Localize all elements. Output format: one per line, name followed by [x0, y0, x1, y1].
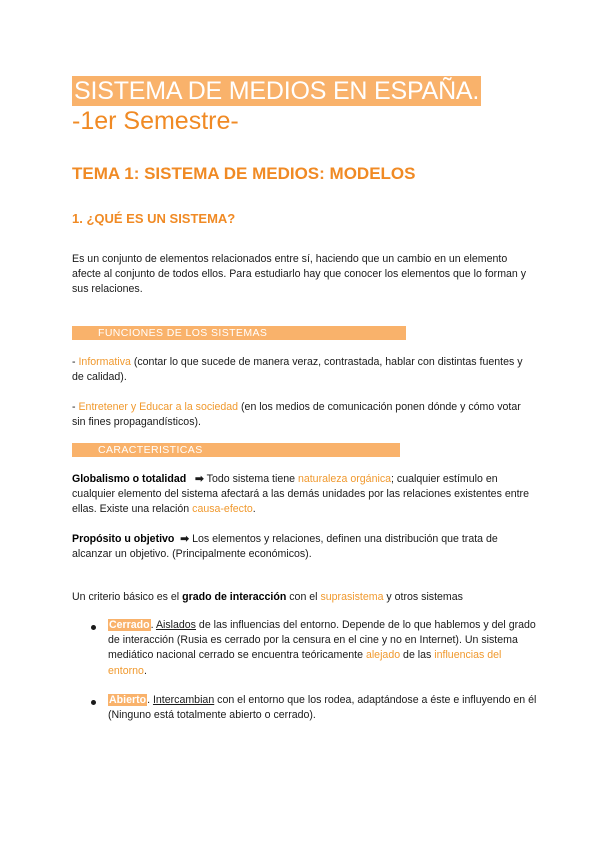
term-naturaleza-organica: naturaleza orgánica — [297, 473, 392, 485]
proposito-text: Los elementos y relaciones, definen una distribución que trata de alcanzar un objetivo. (Principalmente económicos). — [72, 533, 498, 561]
term-grado-interaccion: grado de interacción — [182, 591, 287, 603]
arrow-right-icon: ➡ — [195, 473, 204, 485]
globalismo-t3: . — [252, 503, 256, 516]
criterio-t2: con el — [286, 591, 321, 603]
term-abierto: Abierto — [109, 694, 147, 706]
abierto-t2: con el entorno que los rodea, adaptándose a éste e influyendo en él (Ninguno está totalmente abierto o cerrado). — [108, 694, 537, 722]
funcion-entretener — [72, 400, 532, 430]
abierto-t1: . — [147, 694, 153, 706]
criterio-paragraph — [72, 590, 532, 605]
cerrado-t2: de las influencias del entorno. Depende de lo que hablemos y del grado de interacción (Rusia es cerrado por la censura en el cine y no en Internet). Un sistema mediático nacional cerrado se encuentra teóricamente — [108, 619, 536, 662]
bullet-icon — [91, 700, 96, 705]
term-informativa: Informativa — [78, 356, 131, 368]
globalismo-t1: Todo sistema tiene — [203, 473, 298, 485]
term-proposito: Propósito u objetivo — [72, 533, 175, 545]
term-alejado: alejado — [365, 649, 401, 662]
funcion-informativa — [72, 355, 532, 385]
section-heading-que-es: 1. ¿QUÉ ES UN SISTEMA? — [72, 211, 236, 226]
globalismo-paragraph — [72, 472, 532, 518]
term-entretener: Entretener y Educar a la sociedad — [78, 401, 239, 413]
term-influencias-entorno: influencias del entorno — [108, 649, 502, 677]
tema-heading: TEMA 1: SISTEMA DE MEDIOS: MODELOS — [72, 164, 416, 183]
entretener-text: (en los medios de comunicación ponen dónde y cómo votar sin fines propagandísticos). — [72, 401, 521, 429]
informativa-text: (contar lo que sucede de manera veraz, contrastada, hablar con distintas fuentes y de calidad). — [72, 356, 523, 384]
document-title: SISTEMA DE MEDIOS EN ESPAÑA. — [74, 77, 480, 105]
cerrado-t1: . — [150, 619, 156, 631]
arrow-right-icon: ➡ — [180, 533, 190, 545]
bullet-abierto — [108, 693, 540, 723]
term-suprasistema: suprasistema — [320, 591, 384, 603]
cerrado-t4: . — [143, 664, 147, 677]
intro-paragraph: Es un conjunto de elementos relacionados entre sí, haciendo que un cambio en un elemento afecte al conjunto de todos ellos. Para estudiarlo hay que conocer los elementos que lo forman y sus relaciones. — [72, 253, 527, 296]
caracteristicas-heading-bar — [72, 443, 400, 457]
term-cerrado: Cerrado — [109, 619, 150, 631]
term-globalismo: Globalismo o totalidad — [72, 473, 187, 485]
term-causa-efecto: causa-efecto — [192, 503, 253, 516]
caracteristicas-heading: CARACTERISTICAS — [98, 444, 203, 456]
dash: - — [72, 356, 79, 368]
document-subtitle: -1er Semestre- — [72, 107, 239, 135]
criterio-t1: Un criterio básico es el — [72, 591, 183, 603]
criterio-t3: y otros sistemas — [383, 591, 463, 603]
bullet-cerrado — [108, 618, 540, 679]
globalismo-t2: ; cualquier estímulo en cualquier elemento del sistema afectará a las demás unidades por las relaciones existentes entre ellas. Existe una relación — [72, 473, 529, 516]
term-aislados: Aislados — [155, 619, 196, 631]
funciones-heading-bar — [72, 326, 406, 340]
funciones-heading: FUNCIONES DE LOS SISTEMAS — [98, 327, 268, 339]
term-intercambian: Intercambian — [152, 694, 215, 706]
cerrado-t3: de las — [400, 649, 435, 662]
bullet-icon — [91, 625, 96, 630]
dash: - — [72, 401, 79, 413]
proposito-paragraph — [72, 532, 532, 562]
